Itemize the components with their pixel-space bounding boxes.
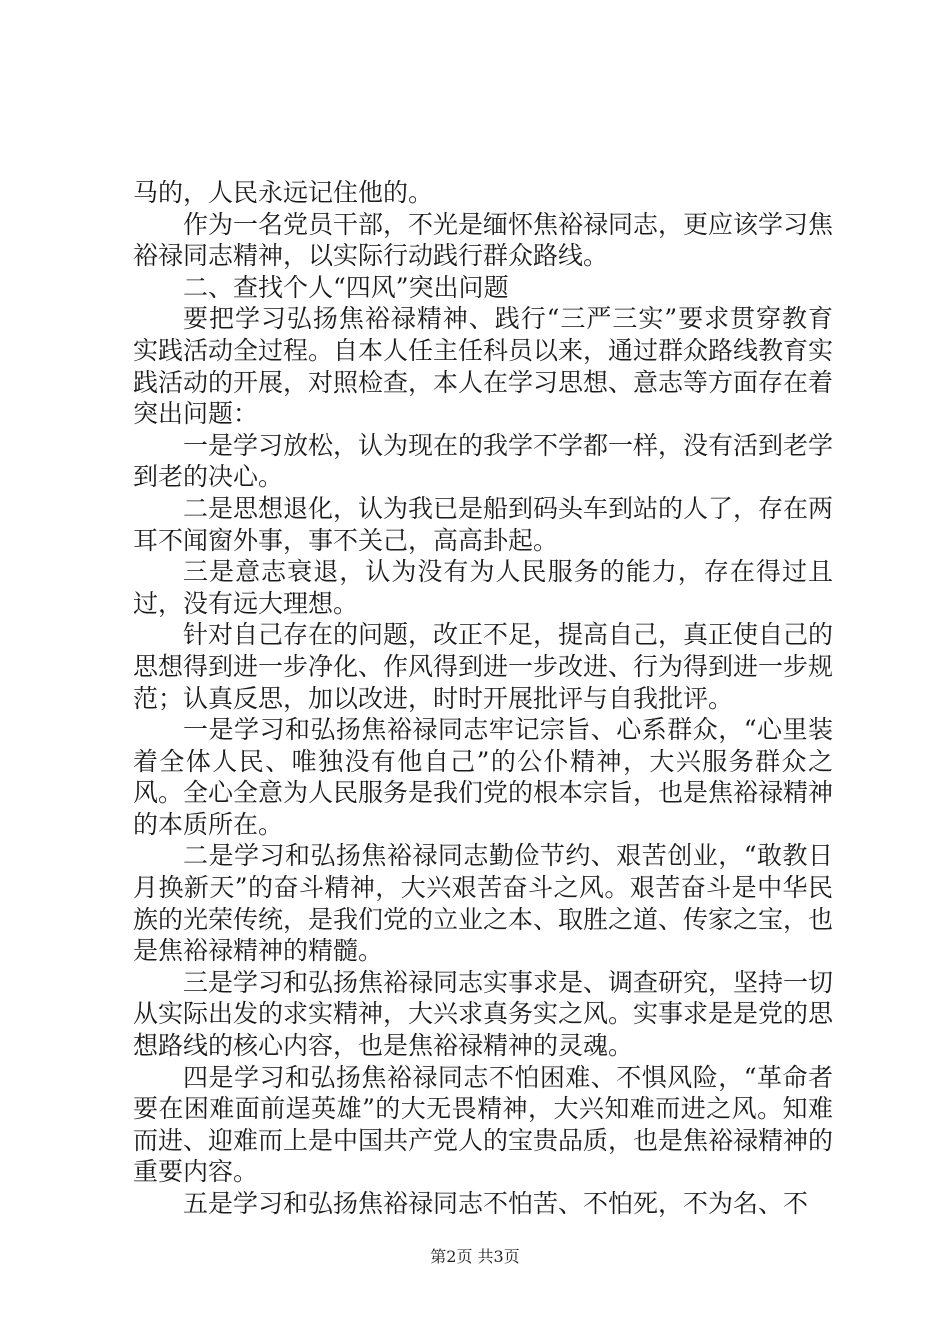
paragraph: 一是学习放松，认为现在的我学不学都一样，没有活到老学到老的决心。 (133, 430, 834, 492)
document-body (133, 177, 833, 1220)
paragraph: 五是学习和弘扬焦裕禄同志不怕苦、不怕死，不为名、不 (183, 1189, 809, 1218)
paragraph: 作为一名党员干部，不光是缅怀焦裕禄同志，更应该学习焦裕禄同志精神，以实际行动践行群众路线。 (133, 209, 834, 271)
page-footer: 第2页 共3页 (430, 1247, 520, 1266)
paragraph: 四是学习和弘扬焦裕禄同志不怕困难、不惧风险，“革命者要在困难面前逞英雄”的大无畏精神，大兴知难而进之风。知难而进、迎难而上是中国共产党人的宝贵品质，也是焦裕禄精神的重要内容。 (133, 1062, 834, 1187)
paragraph: 二是学习和弘扬焦裕禄同志勤俭节约、艰苦创业，“敢教日月换新天”的奋斗精神，大兴艰苦奋斗之风。艰苦奋斗是中华民族的光荣传统，是我们党的立业之本、取胜之道、传家之宝，也是焦裕禄精神的精髓。 (133, 841, 834, 966)
paragraph: 二是思想退化，认为我已是船到码头车到站的人了，存在两耳不闻窗外事，事不关己，高高卦起。 (133, 493, 834, 555)
paragraph: 要把学习弘扬焦裕禄精神、践行“三严三实”要求贯穿教育实践活动全过程。自本人任主任科员以来，通过群众路线教育实践活动的开展，对照检查，本人在学习思想、意志等方面存在着突出问题： (133, 304, 834, 429)
paragraph: 针对自己存在的问题，改正不足，提高自己，真正使自己的思想得到进一步净化、作风得到进一步改进、行为得到进一步规范；认真反思，加以改进，时时开展批评与自我批评。 (133, 620, 834, 713)
paragraph: 三是学习和弘扬焦裕禄同志实事求是、调查研究，坚持一切从实际出发的求实精神，大兴求真务实之风。实事求是是党的思想路线的核心内容，也是焦裕禄精神的灵魂。 (133, 967, 834, 1061)
paragraph: 三是意志衰退，认为没有为人民服务的能力，存在得过且过，没有远大理想。 (133, 557, 833, 618)
section-heading: 二、查找个人“四风”突出问题 (183, 272, 509, 302)
paragraph: 马的，人民永远记住他的。 (133, 178, 434, 207)
paragraph: 一是学习和弘扬焦裕禄同志牢记宗旨、心系群众，“心里装着全体人民、唯独没有他自己”的公仆精神，大兴服务群众之风。全心全意为人民服务是我们党的根本宗旨，也是焦裕禄精神的本质所在。 (133, 715, 834, 839)
